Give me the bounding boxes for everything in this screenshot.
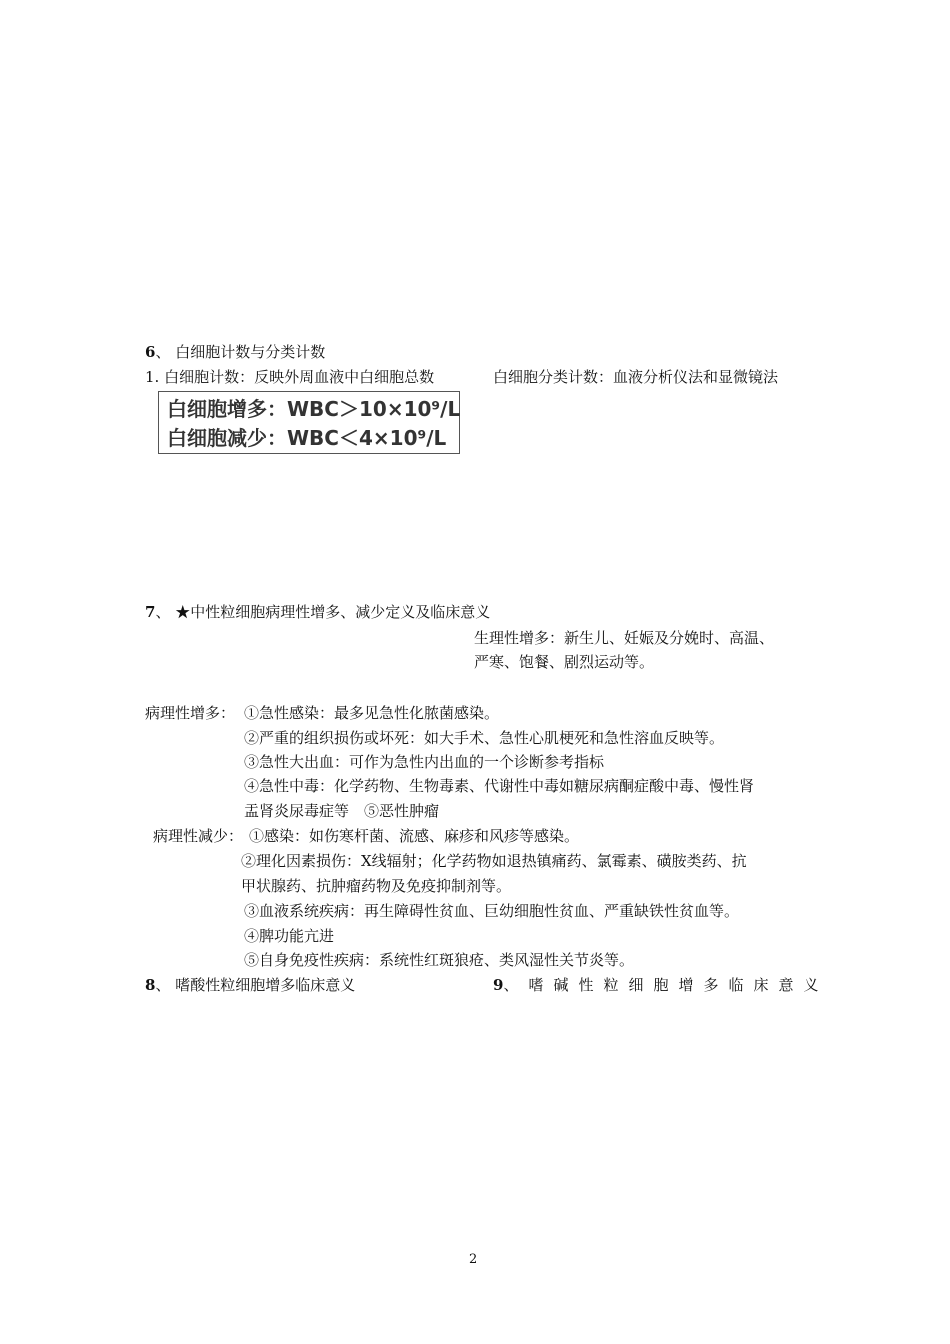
pathological-decrease-item-2-cont: 甲状腺药、抗肿瘤药物及免疫抑制剂等。: [241, 877, 512, 895]
section-7-heading: [145, 602, 490, 622]
section-9-number: 9: [493, 976, 504, 994]
pathological-decrease-item-4: ④脾功能亢进: [244, 927, 335, 945]
section-6-heading: [145, 342, 325, 362]
pathological-decrease-item-3: ③血液系统疾病：再生障碍性贫血、巨幼细胞性贫血、严重缺铁性贫血等。: [244, 902, 740, 920]
wbc-decrease-threshold: 白细胞减少：WBC＜4×10⁹/L: [167, 426, 447, 450]
wbc-increase-threshold: 白细胞增多：WBC＞10×10⁹/L: [167, 397, 461, 421]
pathological-increase-item-4-cont: 盂肾炎尿毒症等 ⑤恶性肿瘤: [244, 802, 440, 820]
physiological-increase-line-2: 严寒、饱餐、剧烈运动等。: [474, 653, 655, 671]
pathological-decrease-item-5: ⑤自身免疫性疾病：系统性红斑狼疮、类风湿性关节炎等。: [244, 951, 635, 969]
pathological-increase-label: 病理性增多：: [145, 704, 236, 722]
wbc-count-definition: 1. 白细胞计数：反映外周血液中白细胞总数: [145, 368, 435, 386]
pathological-decrease-item-1: ①感染：如伤寒杆菌、流感、麻疹和风疹等感染。: [249, 827, 580, 845]
section-6-title: 、 白细胞计数与分类计数: [155, 343, 326, 361]
section-8-heading: [145, 975, 355, 995]
wbc-differential-method: 白细胞分类计数：血液分析仪法和显微镜法: [493, 368, 779, 386]
section-8-title: 、 嗜酸性粒细胞增多临床意义: [155, 976, 356, 994]
section-7-title: 、 ★中性粒细胞病理性增多、减少定义及临床意义: [155, 603, 491, 621]
pathological-increase-item-2: ②严重的组织损伤或坏死：如大手术、急性心肌梗死和急性溶血反映等。: [244, 729, 725, 747]
page-number: 2: [469, 1252, 478, 1267]
section-9-heading: [493, 975, 828, 995]
wbc-threshold-image: [158, 391, 460, 454]
pathological-increase-item-4: ④急性中毒：化学药物、生物毒素、代谢性中毒如糖尿病酮症酸中毒、慢性肾: [244, 777, 755, 795]
section-6-number: 6: [145, 343, 156, 361]
pathological-decrease-item-2: ②理化因素损伤：X线辐射；化学药物如退热镇痛药、氯霉素、磺胺类药、抗: [241, 852, 747, 870]
section-9-title: 、嗜碱性粒细胞增多临床意义: [503, 976, 829, 994]
pathological-increase-item-1: ①急性感染：最多见急性化脓菌感染。: [244, 704, 500, 722]
pathological-increase-item-3: ③急性大出血：可作为急性内出血的一个诊断参考指标: [244, 753, 605, 771]
section-8-number: 8: [145, 976, 156, 994]
section-7-number: 7: [145, 603, 156, 621]
pathological-decrease-label: 病理性减少：: [153, 827, 244, 845]
physiological-increase-line-1: 生理性增多：新生儿、妊娠及分娩时、高温、: [474, 629, 775, 647]
